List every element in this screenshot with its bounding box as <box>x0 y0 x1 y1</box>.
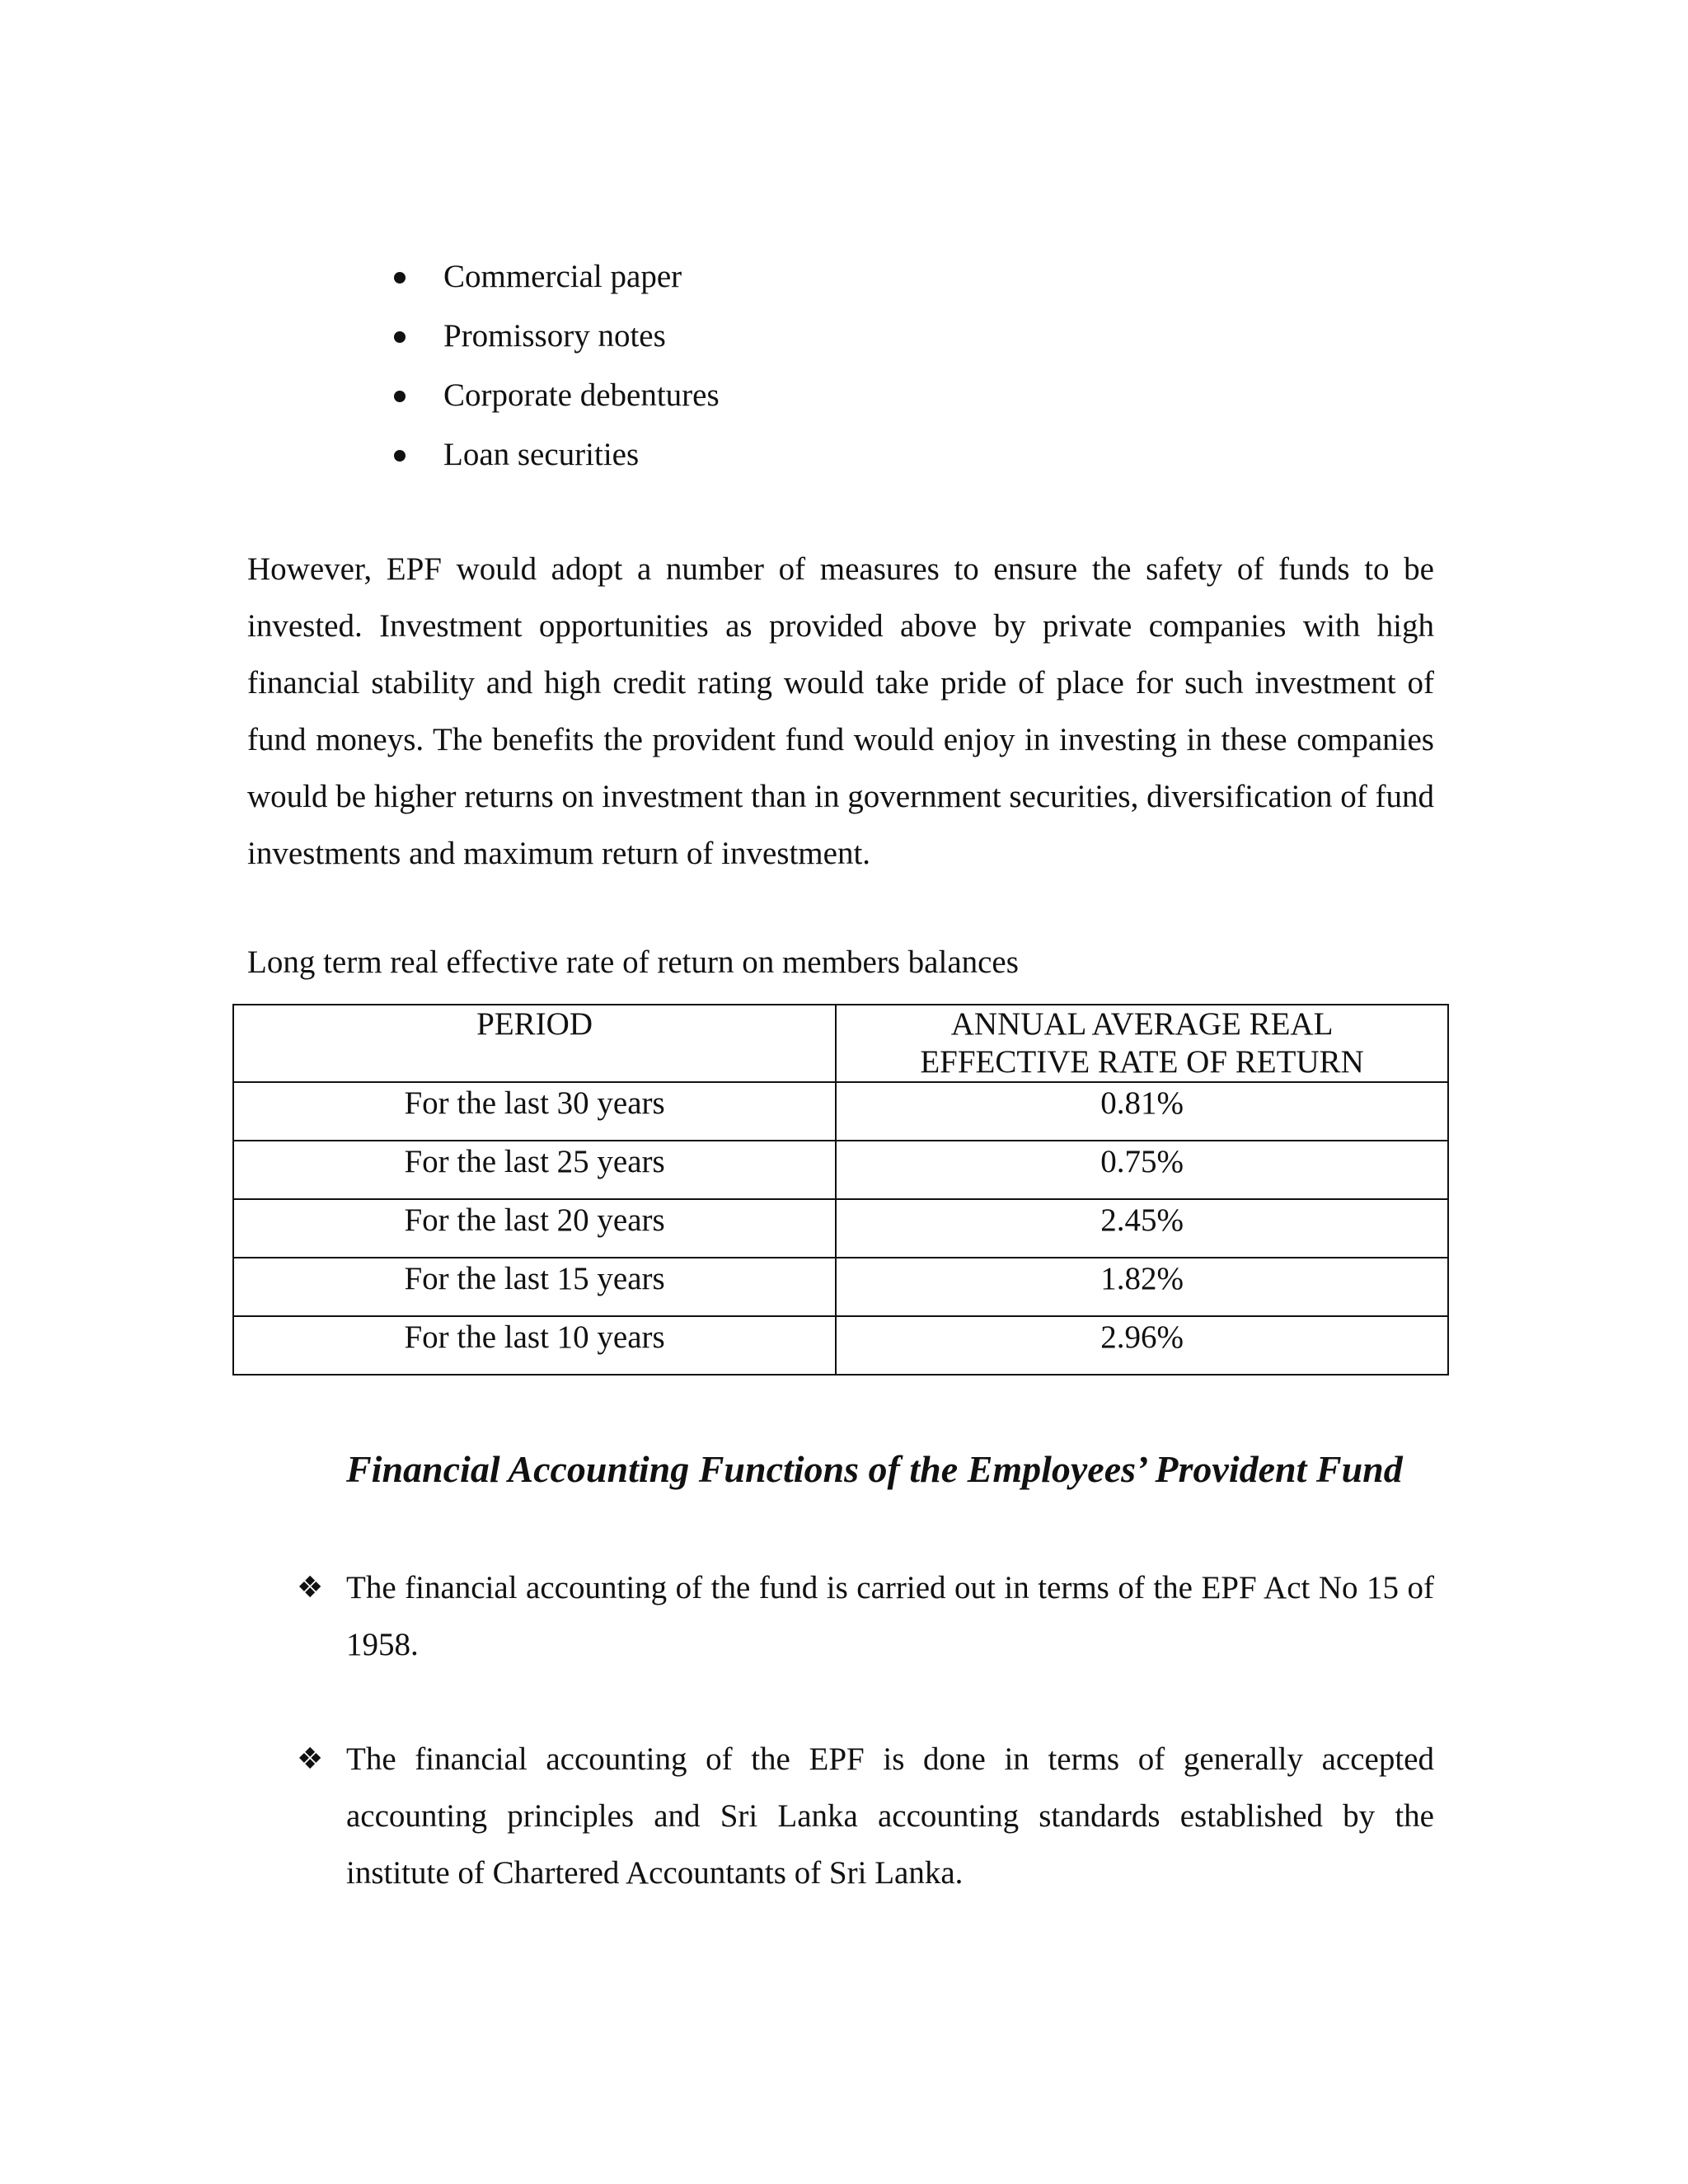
section-heading: Financial Accounting Functions of the Employees’ Provident Fund <box>346 1448 1403 1490</box>
period-cell: For the last 10 years <box>233 1316 836 1375</box>
period-cell: For the last 30 years <box>233 1082 836 1141</box>
diamond-bullet-icon: ❖ <box>297 1742 324 1776</box>
diamond-bullet-icon: ❖ <box>297 1571 324 1605</box>
accounting-point <box>297 1559 1434 1673</box>
rate-cell: 1.82% <box>836 1258 1448 1316</box>
rate-column-header <box>836 1005 1448 1082</box>
period-cell: For the last 15 years <box>233 1258 836 1316</box>
table-row <box>233 1141 1448 1199</box>
rate-column-header-text: ANNUAL AVERAGE REAL EFFECTIVE RATE OF RETURN <box>920 1006 1364 1080</box>
list-item-text: Commercial paper <box>443 259 682 294</box>
accounting-point-text: The financial accounting of the EPF is done in terms of generally accepted accounting principles and Sri Lanka accounting standards established by the institute of Chartered Accountants of Sri Lanka. <box>346 1741 1434 1891</box>
bullet-dot-icon <box>394 272 406 284</box>
bullet-dot-icon <box>394 450 406 462</box>
rate-of-return-table <box>232 1004 1449 1376</box>
table-header-row <box>233 1005 1448 1082</box>
accounting-point-text: The financial accounting of the fund is carried out in terms of the EPF Act No 15 of 1958. <box>346 1570 1434 1662</box>
list-item-text: Loan securities <box>443 437 640 472</box>
list-item <box>394 366 720 425</box>
rate-cell: 2.96% <box>836 1316 1448 1375</box>
table-row <box>233 1316 1448 1375</box>
period-column-header: PERIOD <box>233 1005 836 1082</box>
bullet-dot-icon <box>394 391 406 402</box>
table-caption: Long term real effective rate of return on members balances <box>247 944 1019 980</box>
list-item <box>394 307 720 366</box>
investment-types-list <box>394 247 720 485</box>
list-item-text: Promissory notes <box>443 318 666 354</box>
rate-cell: 0.75% <box>836 1141 1448 1199</box>
list-item <box>394 247 720 307</box>
rate-cell: 2.45% <box>836 1199 1448 1258</box>
list-item-text: Corporate debentures <box>443 377 720 413</box>
accounting-point <box>297 1731 1434 1901</box>
period-cell: For the last 20 years <box>233 1199 836 1258</box>
table-row <box>233 1258 1448 1316</box>
bullet-dot-icon <box>394 331 406 343</box>
investment-safety-paragraph: However, EPF would adopt a number of measures to ensure the safety of funds to be invested. Investment opportunities as provided above by private companies with high financial stability and high credit rating would take pride of place for such investment of fund moneys. The benefits the provident fund would enjoy in investing in these companies would be higher returns on investment than in government securities, diversification of fund investments and maximum return of investment. <box>247 551 1434 871</box>
period-cell: For the last 25 years <box>233 1141 836 1199</box>
table-row <box>233 1199 1448 1258</box>
rate-cell: 0.81% <box>836 1082 1448 1141</box>
list-item <box>394 425 720 485</box>
table-row <box>233 1082 1448 1141</box>
